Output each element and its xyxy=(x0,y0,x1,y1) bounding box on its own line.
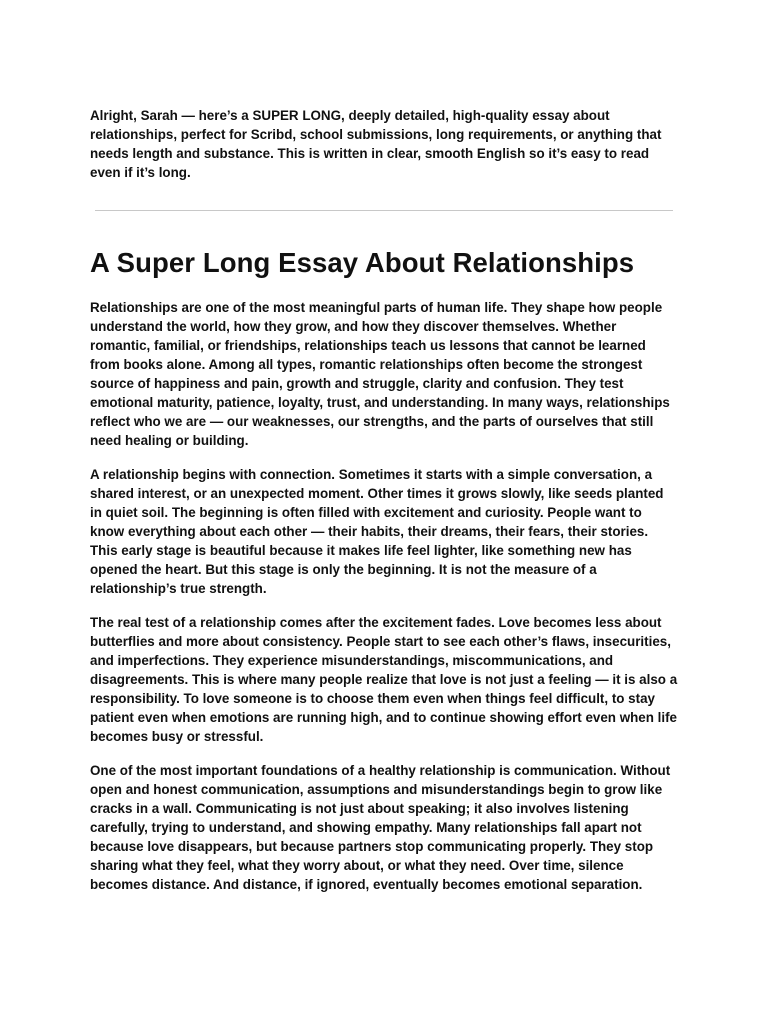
intro-paragraph: Alright, Sarah — here’s a SUPER LONG, deeply detailed, high-quality essay about relationships, perfect for Scribd, school submissions, long requirements, or anything that needs length and substance. This is written in clear, smooth English so it’s easy to read even if it’s long. xyxy=(90,108,662,180)
section-divider xyxy=(95,210,673,211)
essay-paragraph-4: One of the most important foundations of a healthy relationship is communication. Without open and honest communication, assumptions and misunderstandings begin to grow like cracks in a wall. Communicating is not just about speaking; it also involves listening carefully, trying to understand, and showing empathy. Many relationships fall apart not because love disappears, but because partners stop communicating properly. They stop sharing what they feel, what they worry about, or what they need. Over time, silence becomes distance. And distance, if ignored, eventually becomes emotional separation. xyxy=(90,763,671,892)
essay-paragraph-3: The real test of a relationship comes after the excitement fades. Love becomes less about butterflies and more about consistency. People start to see each other’s flaws, insecurities, and imperfections. They experience misunderstandings, miscommunications, and disagreements. This is where many people realize that love is not just a feeling — it is also a responsibility. To love someone is to choose them even when things feel difficult, to stay patient even when emotions are running high, and to continue showing effort even when life becomes busy or stressful. xyxy=(90,615,678,744)
essay-title: A Super Long Essay About Relationships xyxy=(90,247,635,278)
essay-paragraph-1: Relationships are one of the most meaningful parts of human life. They shape how people understand the world, how they grow, and how they discover themselves. Whether romantic, familial, or friendships, relationships teach us lessons that cannot be learned from books alone. Among all types, romantic relationships often become the strongest source of happiness and pain, growth and struggle, clarity and confusion. They test emotional maturity, patience, loyalty, trust, and understanding. In many ways, relationships reflect who we are — our weaknesses, our strengths, and the parts of ourselves that still need healing or building. xyxy=(90,300,670,448)
essay-content xyxy=(90,106,678,894)
essay-paragraph-2: A relationship begins with connection. Sometimes it starts with a simple conversation, a shared interest, or an unexpected moment. Other times it grows slowly, like seeds planted in quiet soil. The beginning is often filled with excitement and curiosity. People want to know everything about each other — their habits, their dreams, their fears, their stories. This early stage is beautiful because it makes life feel lighter, like something new has opened the heart. But this stage is only the beginning. It is not the measure of a relationship’s true strength. xyxy=(90,467,664,596)
